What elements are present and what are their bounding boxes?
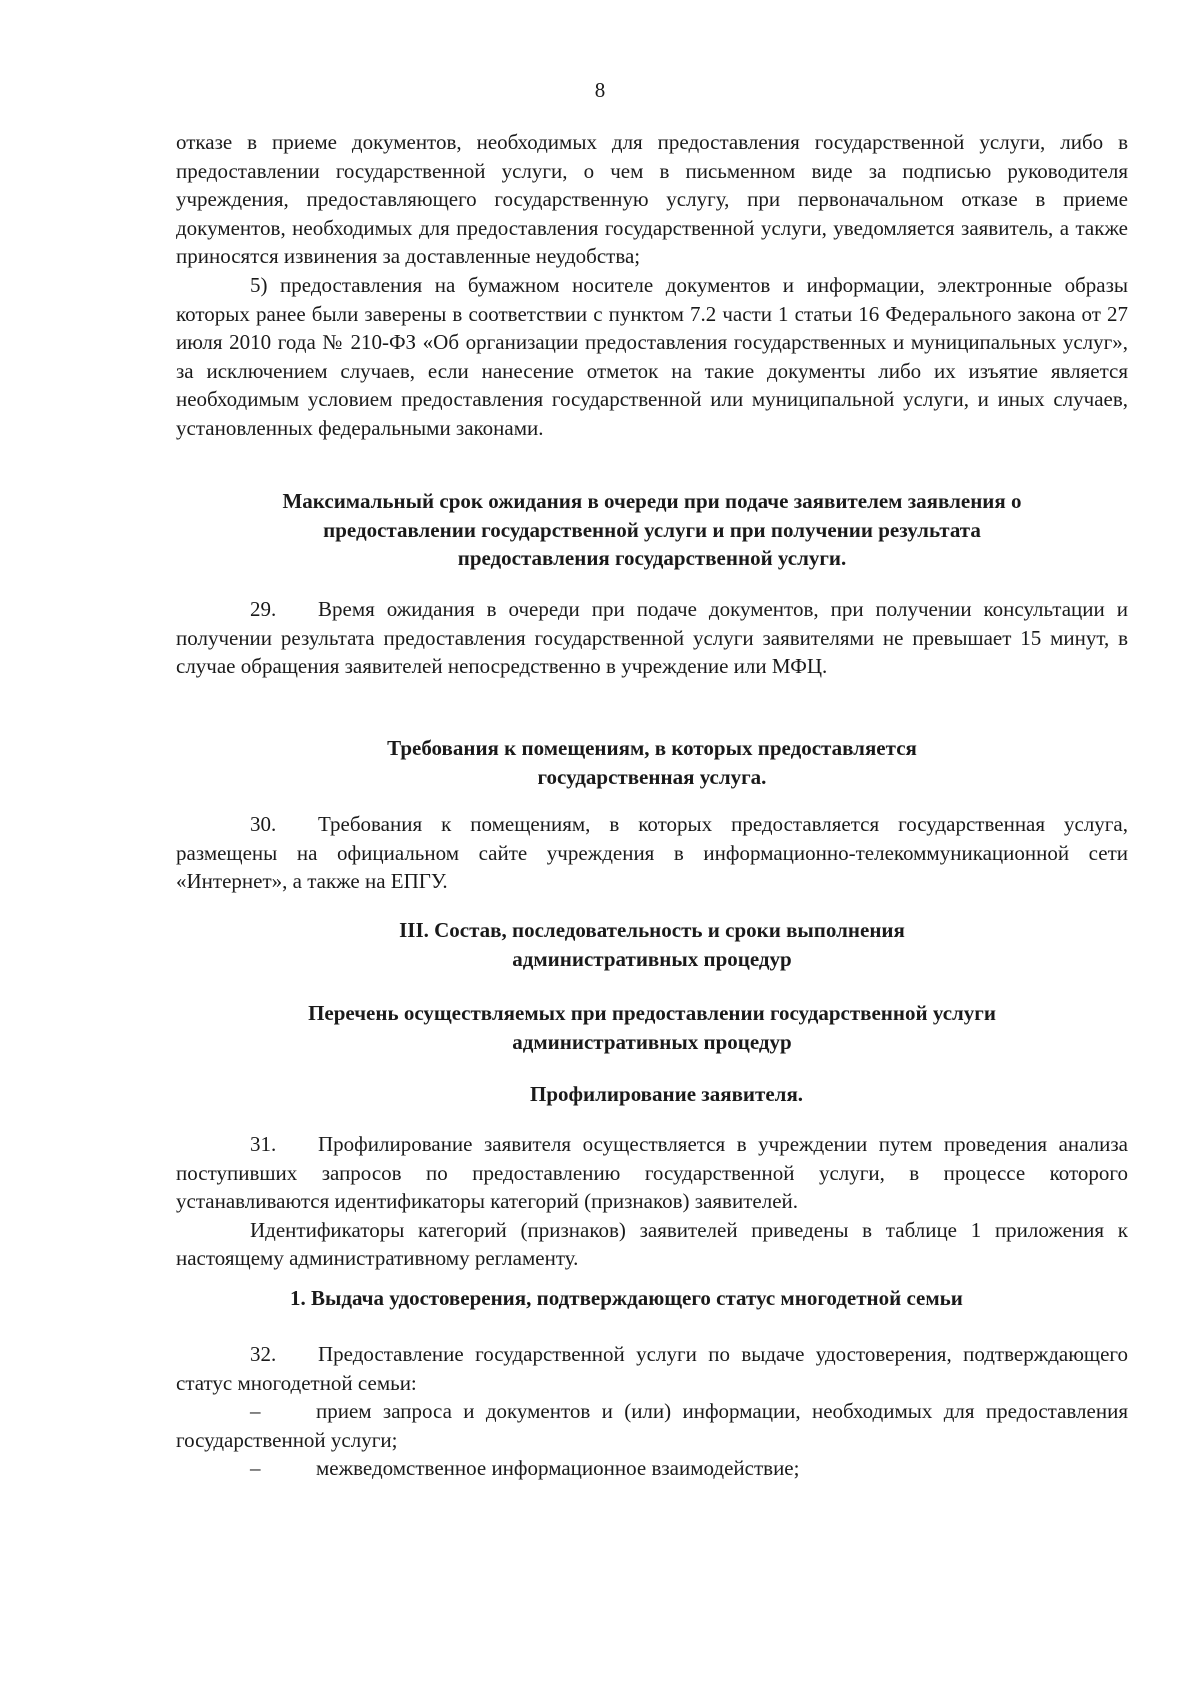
- heading-line: Максимальный срок ожидания в очереди при подаче заявителем заявления о: [282, 489, 1022, 513]
- heading-line: Профилирование заявителя.: [530, 1082, 804, 1106]
- heading-line: предоставления государственной услуги.: [457, 546, 847, 571]
- chapter-heading-iii: [176, 916, 1128, 973]
- section-heading-procedures-list: [176, 999, 1128, 1056]
- heading-line: Требования к помещениям, в которых предоставляется: [387, 736, 917, 760]
- heading-line: предоставлении государственной услуги и при получении результата: [323, 517, 981, 542]
- clause-31: [176, 1130, 1128, 1273]
- paragraph-continuation: отказе в приеме документов, необходимых для предоставления государственной услуги, либо в предоставлении государственной услуги, о чем в письменном виде за подписью руководителя учреждения, предоставляющего государственную услугу, при первоначальном отказе в приеме документов, необходимых для предоставления государственной услуги, уведомляется заявитель, а также приносятся извинения за доставленные неудобства;: [176, 130, 1128, 269]
- list-item-text: межведомственное информационное взаимодействие;: [316, 1456, 800, 1481]
- dash-marker: –: [250, 1399, 261, 1424]
- list-item-text: прием запроса и документов и (или) информации, необходимых для предоставления государственной услуги;: [176, 1399, 1128, 1452]
- clause-number: 31.: [250, 1132, 277, 1156]
- clause-text-continued: Идентификаторы категорий (признаков) заявителей приведены в таблице 1 приложения к настоящему административному регламенту.: [176, 1217, 1128, 1271]
- clause-number: 32.: [250, 1342, 277, 1366]
- clause-number: 29.: [250, 597, 277, 621]
- page-number: 8: [594, 78, 606, 102]
- subsection-heading-certificate: [290, 1284, 1130, 1313]
- section-heading-premises: [176, 734, 1128, 791]
- heading-line: государственная услуга.: [537, 764, 767, 789]
- clause-30: [176, 810, 1128, 896]
- heading-line: административных процедур: [512, 946, 792, 971]
- list-item: [176, 1454, 1128, 1483]
- heading-line: Перечень осуществляемых при предоставлении государственной услуги: [308, 1001, 996, 1025]
- clause-number: 30.: [250, 812, 277, 836]
- section-heading-wait-time: [176, 487, 1128, 573]
- clause-text: Предоставление государственной услуги по выдаче удостоверения, подтверждающего статус многодетной семьи:: [176, 1342, 1128, 1395]
- dash-marker: –: [250, 1456, 261, 1481]
- clause-29: [176, 595, 1128, 681]
- list-item: [176, 1397, 1128, 1454]
- paragraph-block-1: [176, 128, 1128, 443]
- heading-line: III. Состав, последовательность и сроки выполнения: [399, 918, 905, 942]
- heading-line: административных процедур: [512, 1029, 792, 1054]
- clause-text: Требования к помещениям, в которых предоставляется государственная услуга, размещены на официальном сайте учреждения в информационно-телекоммуникационной сети «Интернет», а также на ЕПГУ.: [176, 812, 1128, 894]
- section-heading-profiling: [530, 1080, 850, 1109]
- paragraph-item-5: 5) предоставления на бумажном носителе документов и информации, электронные образы которых ранее были заверены в соответствии с пунктом 7.2 части 1 статьи 16 Федерального закона от 27 июля 2010 года № 210-ФЗ «Об организации предоставления государственных и муниципальных услуг», за исключением случаев, если нанесение отметок на такие документы либо их изъятие является необходимым условием предоставления государственной или муниципальной услуги, и иных случаев, установленных федеральными законами.: [176, 272, 1128, 440]
- clause-text: Время ожидания в очереди при подаче документов, при получении консультации и получении результата предоставления государственной услуги заявителями не превышает 15 минут, в случае обращения заявителей непосредственно в учреждение или МФЦ.: [176, 597, 1128, 679]
- heading-line: 1. Выдача удостоверения, подтверждающего статус многодетной семьи: [290, 1286, 963, 1310]
- clause-32: [176, 1340, 1128, 1483]
- clause-text: Профилирование заявителя осуществляется в учреждении путем проведения анализа поступивших запросов по предоставлению государственной услуги, в процессе которого устанавливаются идентификаторы категорий (признаков) заявителей.: [176, 1132, 1128, 1214]
